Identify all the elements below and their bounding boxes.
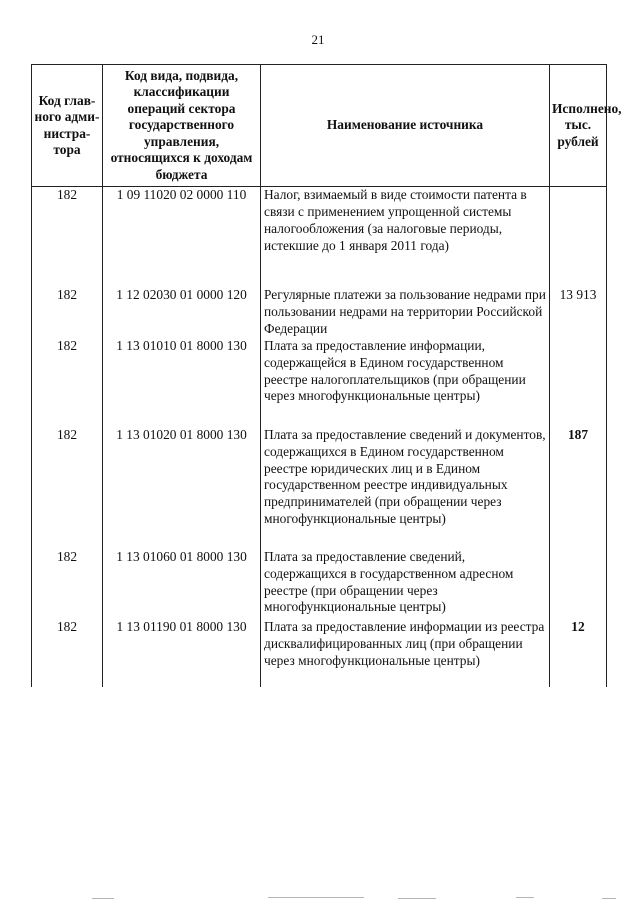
table-row	[32, 187, 607, 288]
type-code-cell: 1 13 01190 01 8000 130	[103, 619, 261, 687]
amount-cell: 187	[550, 427, 607, 549]
source-name-cell: Плата за предоставление информации из реестра дисквалифицированных лиц (при обращении через многофункциональные центры)	[261, 619, 550, 687]
type-code-cell: 1 13 01020 01 8000 130	[103, 427, 261, 549]
table-header-row	[32, 65, 607, 187]
amount-cell	[550, 549, 607, 619]
admin-code-cell: 182	[32, 427, 103, 549]
page-number: 21	[311, 32, 325, 47]
revenue-table	[31, 64, 622, 687]
type-code-cell: 1 09 11020 02 0000 110	[103, 187, 261, 288]
table-row	[32, 549, 607, 619]
header-type-code-text: Код вида, подвида, классификации операций сектора государственного управления, относящихся к доходам бюджета	[110, 67, 253, 182]
admin-code-cell: 182	[32, 549, 103, 619]
table-row	[32, 427, 607, 549]
admin-code-cell: 182	[32, 187, 103, 288]
scan-noise	[0, 896, 636, 902]
table-row	[32, 287, 607, 338]
header-amount-text: Исполнено, тыс. рублей	[552, 100, 622, 149]
amount-cell	[550, 187, 607, 288]
amount-cell	[550, 338, 607, 427]
header-admin-code-text: Код глав-ного адми-нистра-тора	[34, 92, 100, 157]
source-name-cell: Плата за предоставление сведений и документов, содержащихся в Едином государственном реестре юридических лиц и в Едином государственном реестре индивидуальных предпринимателей (при обращении через многофункциональные центры)	[261, 427, 550, 549]
header-type-code	[103, 65, 261, 187]
type-code-cell: 1 12 02030 01 0000 120	[103, 287, 261, 338]
type-code-cell: 1 13 01060 01 8000 130	[103, 549, 261, 619]
header-source-name-text: Наименование источника	[326, 117, 484, 133]
amount-cell: 13 913	[550, 287, 607, 338]
header-amount	[550, 65, 622, 187]
amount-cell: 12	[550, 619, 607, 687]
type-code-cell: 1 13 01010 01 8000 130	[103, 338, 261, 427]
admin-code-cell: 182	[32, 338, 103, 427]
header-source-name	[261, 65, 550, 187]
admin-code-cell: 182	[32, 619, 103, 687]
table-row	[32, 619, 607, 687]
source-name-cell: Налог, взимаемый в виде стоимости патента в связи с применением упрощенной системы налогообложения (за налоговые периоды, истекшие до 1 января 2011 года)	[261, 187, 550, 288]
header-admin-code	[32, 65, 103, 187]
source-name-cell: Плата за предоставление информации, содержащейся в Едином государственном реестре налогоплательщиков (при обращении через многофункциональные центры)	[261, 338, 550, 427]
table-row	[32, 338, 607, 427]
admin-code-cell: 182	[32, 287, 103, 338]
source-name-cell: Плата за предоставление сведений, содержащихся в государственном адресном реестре (при обращении через многофункциональные центры)	[261, 549, 550, 619]
source-name-cell: Регулярные платежи за пользование недрами при пользовании недрами на территории Российской Федерации	[261, 287, 550, 338]
